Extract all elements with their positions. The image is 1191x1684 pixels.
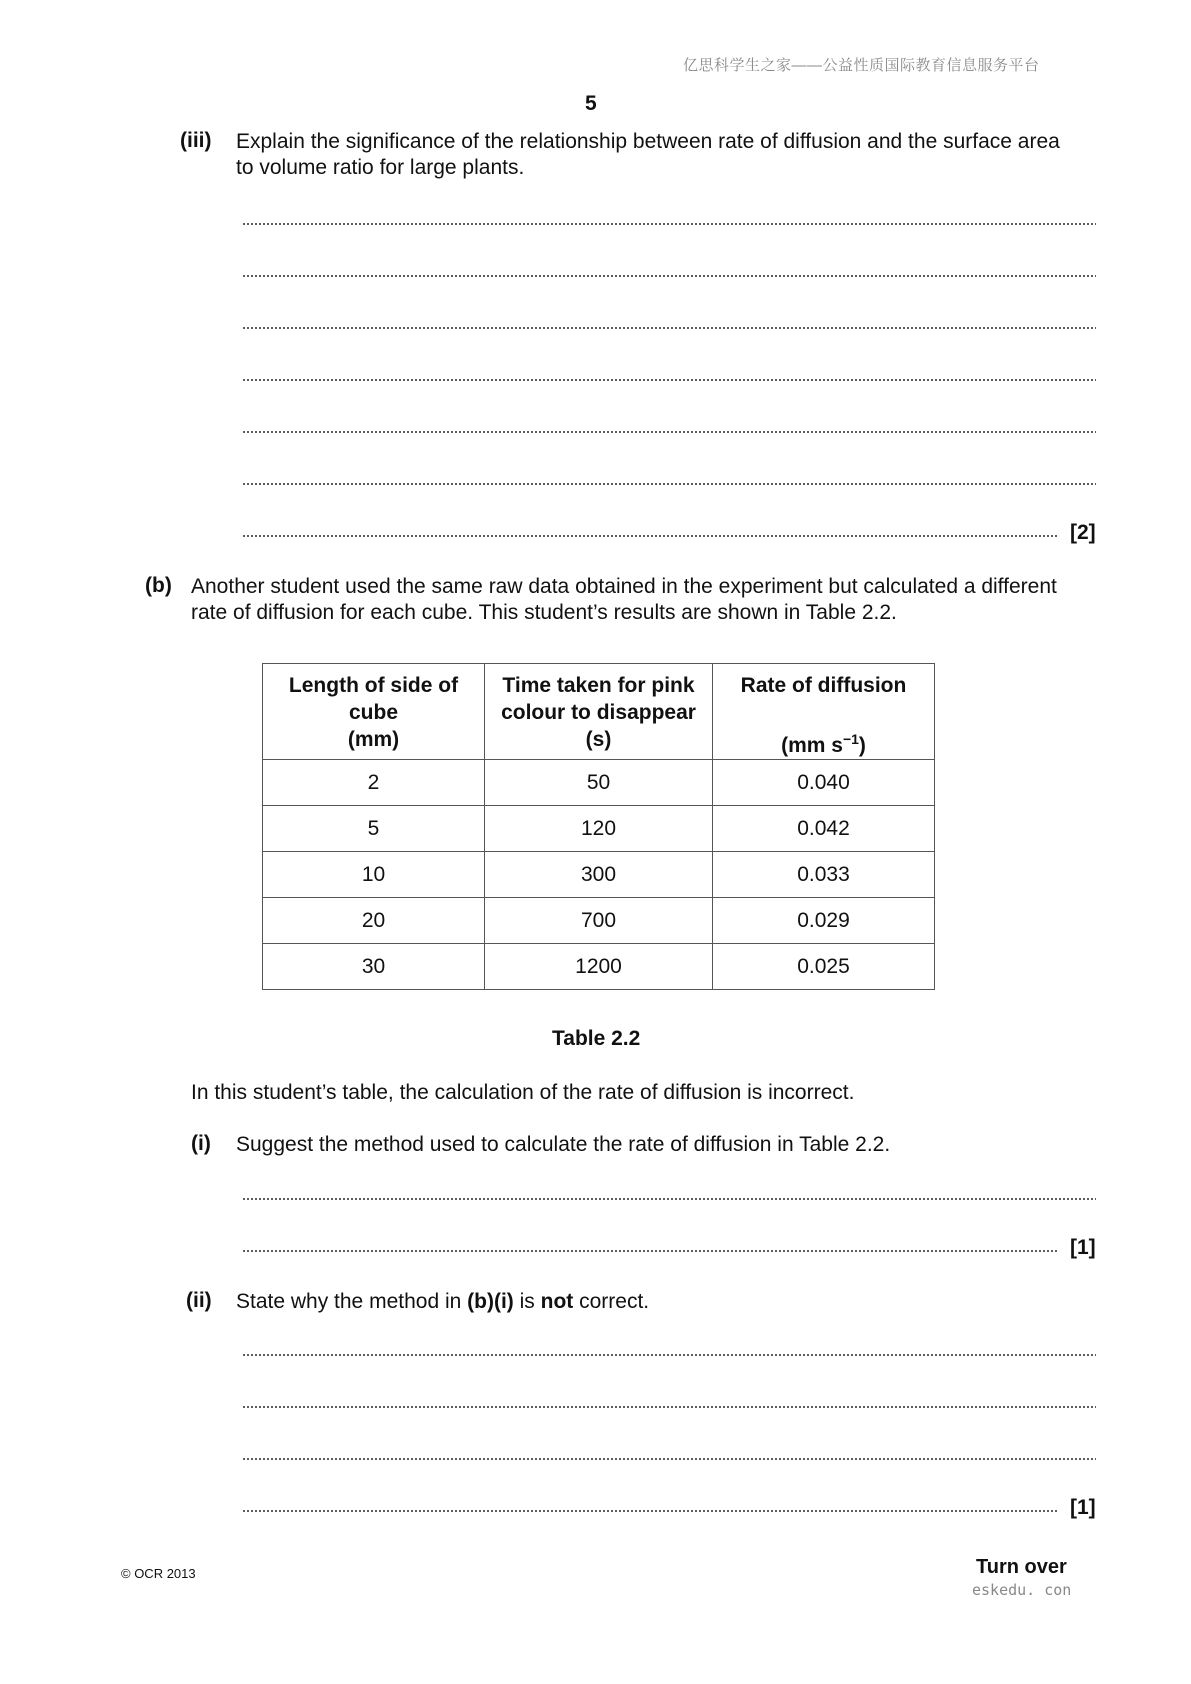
cell-rate: 0.025 — [713, 944, 935, 990]
cell-length: 20 — [263, 898, 485, 944]
cell-time: 50 — [485, 760, 713, 806]
answer-line[interactable] — [242, 1458, 1096, 1460]
table-header-row — [263, 664, 935, 760]
question-ii-label: (ii) — [186, 1289, 212, 1312]
cell-rate: 0.042 — [713, 806, 935, 852]
header-rate — [713, 664, 935, 760]
question-ii-reference: (b)(i) — [467, 1290, 514, 1313]
answer-line[interactable] — [242, 1406, 1096, 1408]
answer-line[interactable] — [242, 327, 1096, 329]
question-ii-text-pre: State why the method in — [236, 1290, 468, 1313]
answer-line[interactable] — [242, 1510, 1058, 1512]
header-time — [485, 664, 713, 760]
question-iii-label: (iii) — [180, 129, 212, 152]
header-time-line1: Time taken for pink — [502, 674, 695, 697]
question-ii-text-mid: is — [513, 1290, 541, 1313]
answer-line[interactable] — [242, 431, 1096, 433]
header-rate-spacer — [713, 699, 934, 726]
cell-length: 5 — [263, 806, 485, 852]
header-rate-unit-end: ) — [858, 734, 866, 757]
question-iii-text-line1: Explain the significance of the relationship between rate of diffusion and the surface area — [236, 130, 1060, 153]
cell-length: 30 — [263, 944, 485, 990]
answer-line[interactable] — [242, 1198, 1096, 1200]
cell-time: 700 — [485, 898, 713, 944]
question-i-label: (i) — [191, 1132, 211, 1155]
cell-rate: 0.029 — [713, 898, 935, 944]
question-iii-text-line2: to volume ratio for large plants. — [236, 156, 525, 179]
watermark-text: 亿思科学生之家——公益性质国际教育信息服务平台 — [683, 57, 1040, 74]
header-length-line1: Length of side of — [288, 674, 459, 697]
table-row — [263, 944, 935, 990]
header-length-unit: (mm) — [347, 728, 400, 751]
table-row — [263, 806, 935, 852]
header-length-line2: cube — [348, 701, 398, 724]
cell-time: 120 — [485, 806, 713, 852]
question-b-text-line2: rate of diffusion for each cube. This student’s results are shown in Table 2.2. — [191, 601, 897, 624]
table-caption: Table 2.2 — [552, 1027, 641, 1050]
cell-time: 300 — [485, 852, 713, 898]
question-ii-text-post: correct. — [573, 1290, 650, 1313]
answer-line[interactable] — [242, 379, 1096, 381]
cell-rate: 0.040 — [713, 760, 935, 806]
answer-line[interactable] — [242, 535, 1058, 537]
question-i-text: Suggest the method used to calculate the rate of diffusion in Table 2.2. — [236, 1133, 891, 1156]
header-rate-unit-main: (mm s — [781, 734, 843, 757]
table-row — [263, 898, 935, 944]
header-rate-unit — [713, 726, 934, 759]
header-time-line2: colour to disappear — [501, 701, 696, 724]
question-ii-emphasis: not — [540, 1290, 574, 1313]
answer-line[interactable] — [242, 483, 1096, 485]
mark-allocation-iii: [2] — [1070, 521, 1096, 544]
header-rate-unit-sup: −1 — [842, 731, 859, 747]
answer-line[interactable] — [242, 275, 1096, 277]
question-b-text — [191, 574, 1057, 626]
cell-time: 1200 — [485, 944, 713, 990]
mark-allocation-ii: [1] — [1070, 1496, 1096, 1519]
answer-line[interactable] — [242, 1250, 1058, 1252]
question-b-label: (b) — [145, 574, 172, 597]
site-watermark: eskedu. con — [972, 1581, 1072, 1599]
statement-text: In this student’s table, the calculation of the rate of diffusion is incorrect. — [191, 1081, 855, 1104]
header-length — [263, 664, 485, 760]
table-row — [263, 852, 935, 898]
question-ii-text — [236, 1289, 649, 1315]
cell-length: 10 — [263, 852, 485, 898]
page-number: 5 — [585, 92, 597, 115]
question-b-text-line1: Another student used the same raw data obtained in the experiment but calculated a different — [191, 575, 1057, 598]
answer-line[interactable] — [242, 1354, 1096, 1356]
cell-rate: 0.033 — [713, 852, 935, 898]
turn-over-text: Turn over — [976, 1556, 1067, 1578]
question-iii-text — [236, 129, 1060, 181]
answer-line[interactable] — [242, 223, 1096, 225]
header-time-unit: (s) — [585, 728, 612, 751]
cell-length: 2 — [263, 760, 485, 806]
table-row — [263, 760, 935, 806]
results-table — [262, 663, 935, 990]
mark-allocation-i: [1] — [1070, 1236, 1096, 1259]
copyright-notice: © OCR 2013 — [121, 1566, 196, 1581]
header-rate-line1: Rate of diffusion — [740, 674, 907, 697]
